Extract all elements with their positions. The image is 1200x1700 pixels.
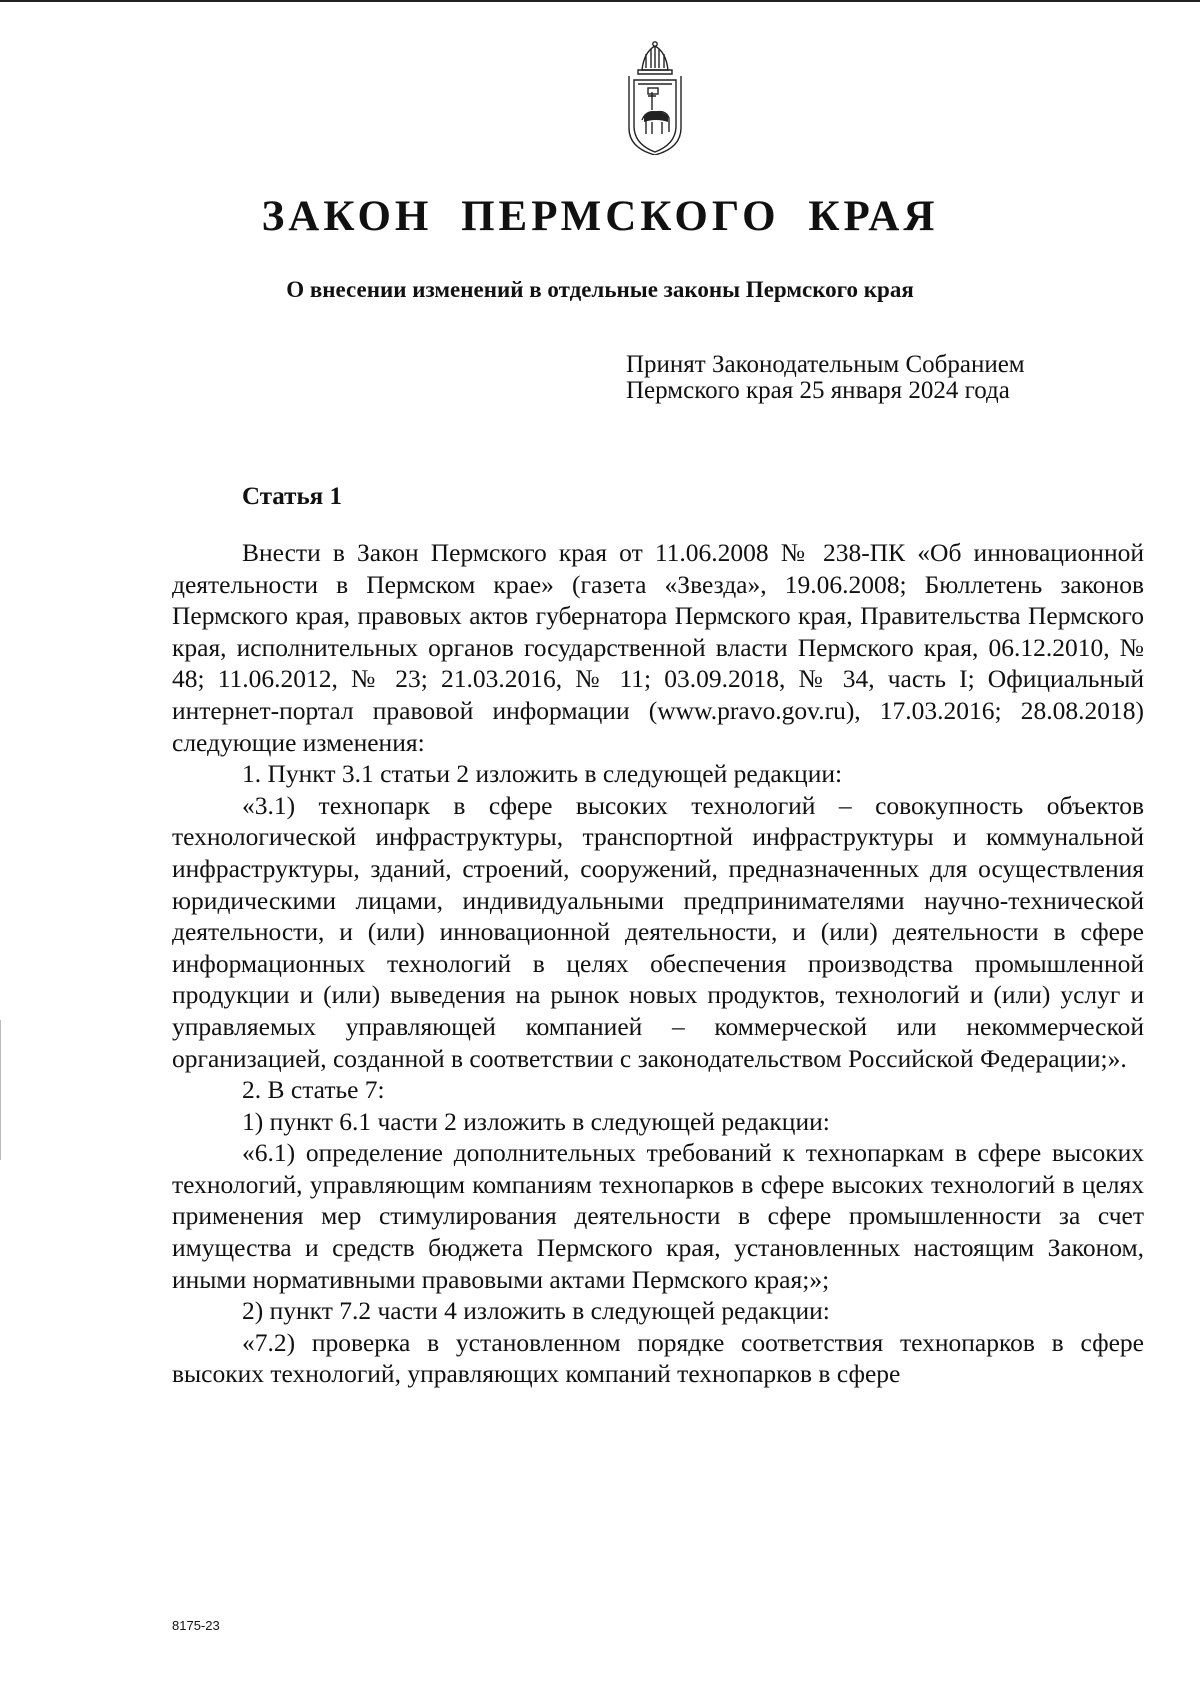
- adoption-line-2: Пермского края 25 января 2024 года: [626, 377, 1010, 404]
- document-number: 8175-23: [172, 1618, 220, 1633]
- paragraph: «7.2) проверка в установленном порядке соответствия технопарков в сфере высоких технологий, управляющих компаний технопарков в сфере: [172, 1327, 1144, 1389]
- adoption-note: [626, 352, 1025, 404]
- paragraph: 1. Пункт 3.1 статьи 2 изложить в следующей редакции:: [242, 759, 843, 789]
- paragraph: «3.1) технопарк в сфере высоких технологий – совокупность объектов технологической инфраструктуры, транспортной инфраструктуры и коммунальной инфраструктуры, зданий, строений, сооружений, предназначенных для осуществления юридическими лицами, индивидуальными предпринимателями научно-технической деятельности, и (или) инновационной деятельности, и (или) деятельности в сфере информационных технологий в целях обеспечения производства промышленной продукции и (или) выведения на рынок новых продуктов, технологий и (или) услуг и управляемых управляющей компанией – коммерческой или некоммерческой организацией, созданной в соответствии с законодательством Российской Федерации;».: [172, 790, 1144, 1073]
- article-body: [172, 537, 1144, 1390]
- paragraph: «6.1) определение дополнительных требований к технопаркам в сфере высоких технологий, управляющим компаниям технопарков в сфере высоких технологий в целях применения мер стимулирования деятельности в сфере промышленности за счет имущества и средств бюджета Пермского края, установленных настоящим Законом, иными нормативными правовыми актами Пермского края;»;: [172, 1138, 1144, 1294]
- law-title: ЗАКОН ПЕРМСКОГО КРАЯ: [261, 193, 939, 240]
- perm-krai-coat-of-arms-icon: [624, 40, 686, 155]
- scan-top-edge: [0, 0, 1200, 2]
- article-heading: Статья 1: [242, 483, 342, 510]
- paragraph: 1) пункт 6.1 части 2 изложить в следующей редакции:: [242, 1106, 830, 1136]
- paragraph: Внести в Закон Пермского края от 11.06.2008 № 238-ПК «Об инновационной деятельности в Пермском крае» (газета «Звезда», 19.06.2008; Бюллетень законов Пермского края, правовых актов губернатора Пермского края, Правительства Пермского края, исполнительных органов государственной власти Пермского края, 06.12.2010, № 48; 11.06.2012, № 23; 21.03.2016, № 11; 03.09.2018, № 34, часть I; Официальный интернет-портал правовой информации (www.pravo.gov.ru), 17.03.2016; 28.08.2018) следующие изменения:: [172, 538, 1144, 757]
- law-subtitle: О внесении изменений в отдельные законы Пермского края: [286, 277, 914, 302]
- scan-left-edge: [0, 1020, 1, 1160]
- paragraph: 2) пункт 7.2 части 4 изложить в следующей редакции:: [242, 1296, 830, 1326]
- paragraph: 2. В статье 7:: [242, 1075, 385, 1105]
- adoption-line-1: Принят Законодательным Собранием: [626, 351, 1025, 378]
